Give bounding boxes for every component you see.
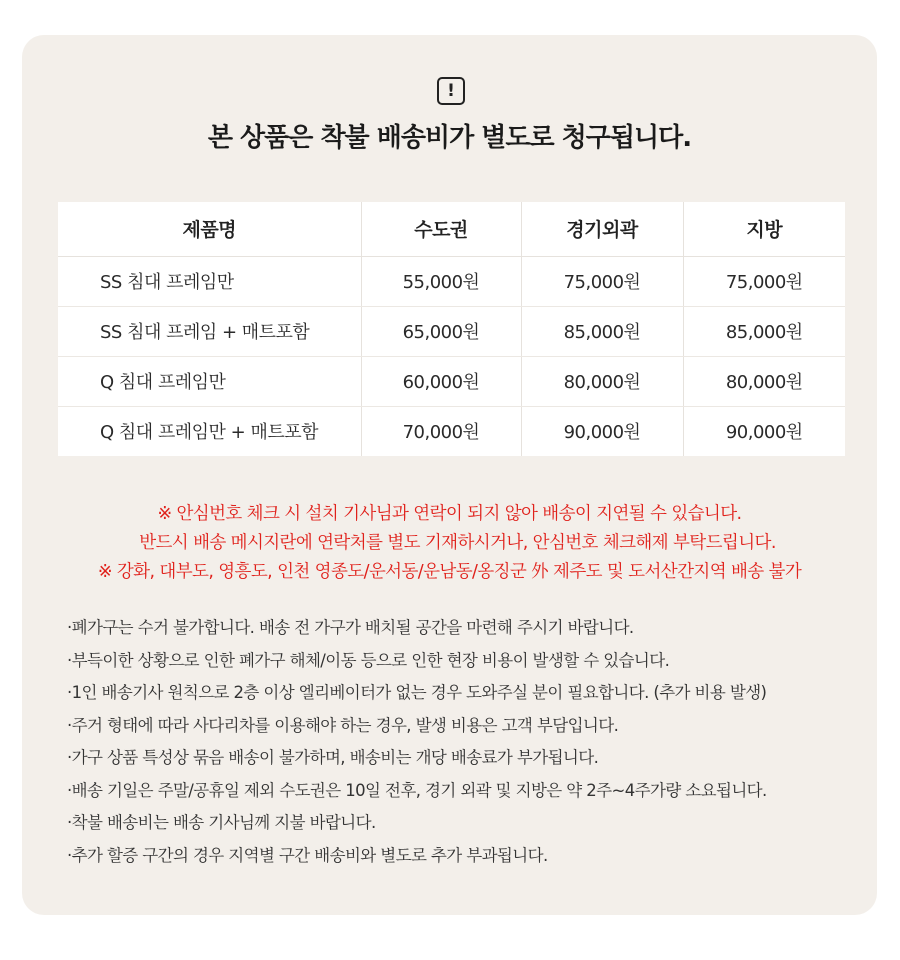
page-title: 본 상품은 착불 배송비가 별도로 청구됩니다. <box>207 123 692 153</box>
table-row <box>58 256 845 306</box>
delivery-notes-list <box>67 612 867 872</box>
header-provinces: 지방 <box>683 202 845 256</box>
list-item: ·가구 상품 특성상 묶음 배송이 불가하며, 배송비는 개당 배송료가 부가됩니다. <box>67 748 599 767</box>
list-item: ·주거 형태에 따라 사다리차를 이용해야 하는 경우, 발생 비용은 고객 부담입니다. <box>67 715 619 735</box>
table-row <box>58 356 845 406</box>
header-product-name: 제품명 <box>58 202 361 256</box>
price-cell: 80,000원 <box>683 356 845 406</box>
price-cell: 85,000원 <box>521 306 683 356</box>
shipping-notice-card <box>22 35 877 915</box>
list-item: ·1인 배송기사 원칙으로 2층 이상 엘리베이터가 없는 경우 도와주실 분이 필요합니다. (추가 비용 발생) <box>67 683 767 702</box>
price-cell: 75,000원 <box>521 256 683 306</box>
price-cell: 90,000원 <box>683 406 845 456</box>
product-name-cell: Q 침대 프레임만 <box>58 356 361 406</box>
header-gyeonggi-outskirts: 경기외곽 <box>521 202 683 256</box>
list-item: ·부득이한 상황으로 인한 폐가구 해체/이동 등으로 인한 현장 비용이 발생할 수 있습니다. <box>67 650 670 670</box>
header-capital-area: 수도권 <box>361 202 521 256</box>
price-cell: 75,000원 <box>683 256 845 306</box>
price-cell: 70,000원 <box>361 406 521 456</box>
warning-line: ※ 안심번호 체크 시 설치 기사님과 연락이 되지 않아 배송이 지연될 수 있습니다. <box>157 504 742 524</box>
list-item: ·배송 기일은 주말/공휴일 제외 수도권은 10일 전후, 경기 외곽 및 지방은 약 2주~4주가량 소요됩니다. <box>67 780 767 800</box>
table-row <box>58 406 845 456</box>
price-cell: 65,000원 <box>361 306 521 356</box>
price-cell: 80,000원 <box>521 356 683 406</box>
table-row <box>58 306 845 356</box>
product-name-cell: SS 침대 프레임 + 매트포함 <box>58 306 361 356</box>
warning-line: ※ 강화, 대부도, 영흥도, 인천 영종도/운서동/운남동/옹징군 外 제주도 및 도서산간지역 배송 불가 <box>97 562 802 582</box>
delivery-warnings <box>22 500 877 587</box>
price-cell: 60,000원 <box>361 356 521 406</box>
list-item: ·착불 배송비는 배송 기사님께 지불 바랍니다. <box>67 813 376 832</box>
list-item: ·폐가구는 수거 불가합니다. 배송 전 가구가 배치될 공간을 마련해 주시기 바랍니다. <box>67 618 634 637</box>
product-name-cell: Q 침대 프레임만 + 매트포함 <box>100 422 319 444</box>
price-cell: 85,000원 <box>683 306 845 356</box>
exclamation-box-icon: ! <box>437 77 465 105</box>
shipping-fee-table <box>58 202 845 456</box>
price-cell: 55,000원 <box>361 256 521 306</box>
price-cell: 90,000원 <box>521 406 683 456</box>
table-header-row <box>58 202 845 256</box>
product-name-cell: SS 침대 프레임만 <box>58 256 361 306</box>
list-item: ·추가 할증 구간의 경우 지역별 구간 배송비와 별도로 추가 부과됩니다. <box>67 845 548 865</box>
warning-line: 반드시 배송 메시지란에 연락처를 별도 기재하시거나, 안심번호 체크해제 부탁드립니다. <box>139 533 776 553</box>
